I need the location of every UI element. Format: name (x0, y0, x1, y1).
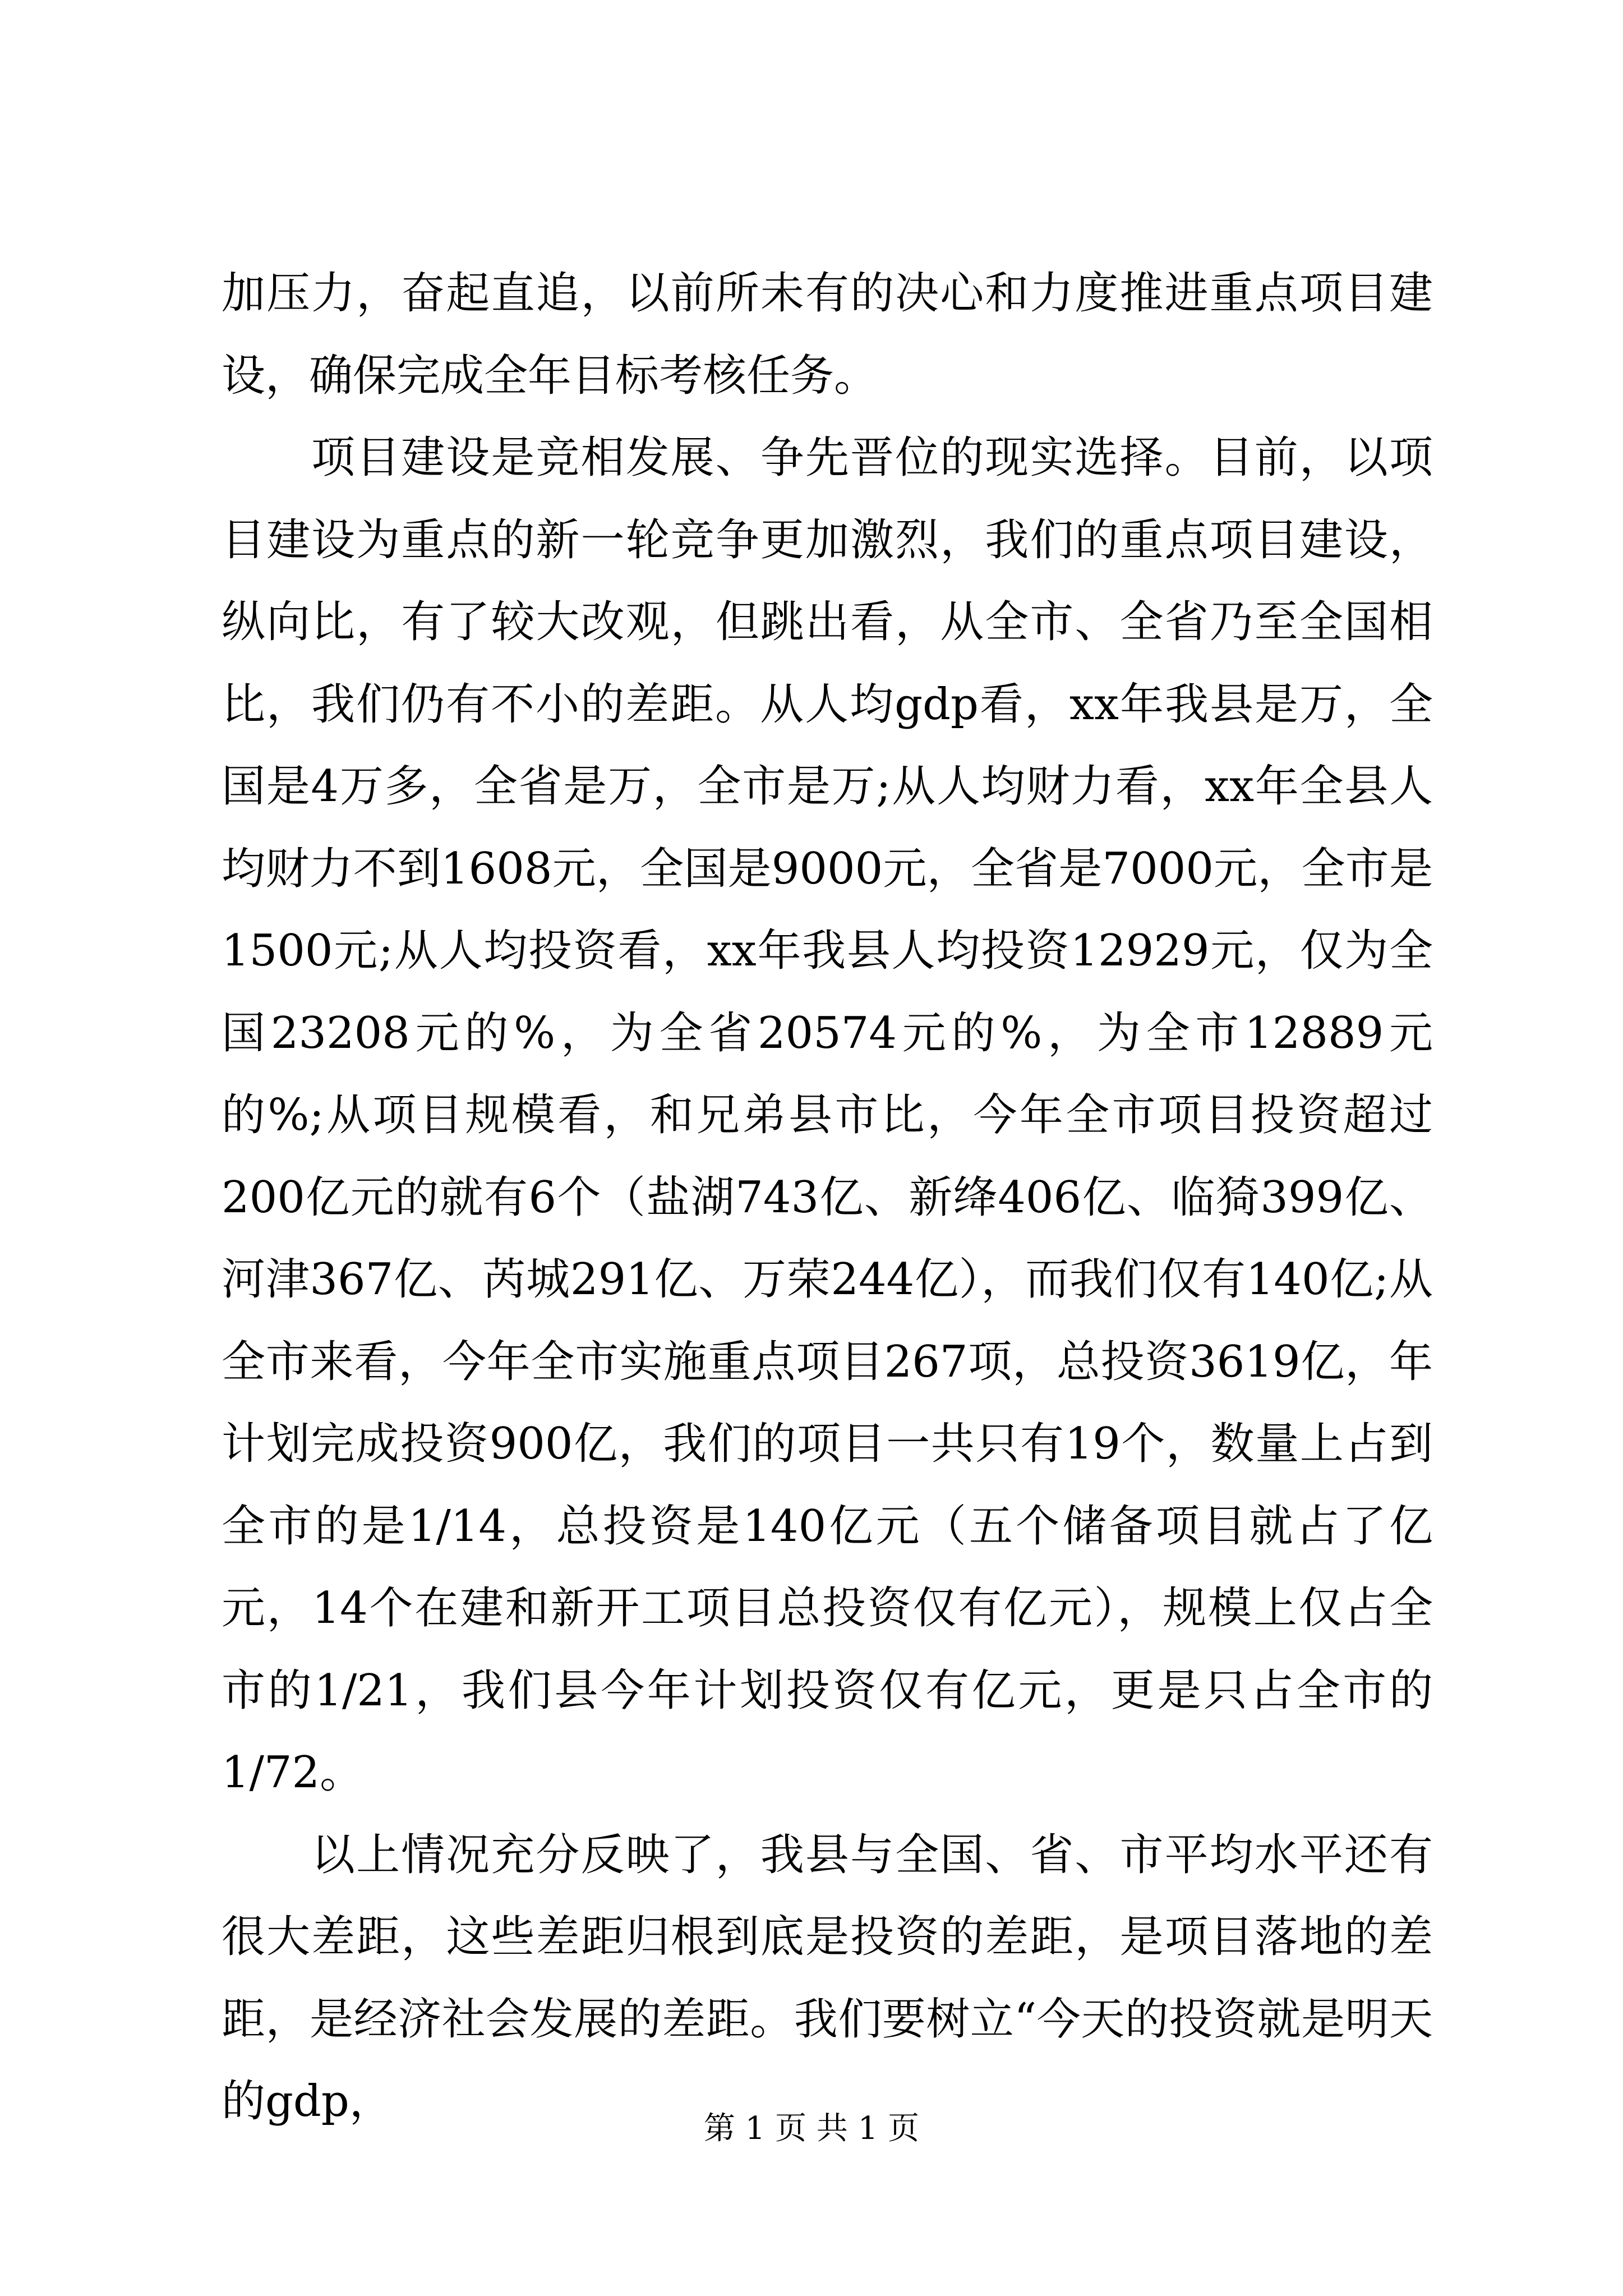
page-footer: 第 1 页 共 1 页 (703, 2110, 920, 2147)
paragraph-3: 以上情况充分反映了，我县与全国、省、市平均水平还有很大差距，这些差距归根到底是投资的差距，是项目落地的差距，是经济社会发展的差距。我们要树立“今天的投资就是明天的gdp， (222, 1829, 1433, 2127)
document-body (222, 252, 1433, 2143)
paragraph-2: 项目建设是竞相发展、争先晋位的现实选择。目前，以项目建设为重点的新一轮竞争更加激烈，我们的重点项目建设，纵向比，有了较大改观，但跳出看，从全市、全省乃至全国相比，我们仍有不小的差距。从人均gdp看，xx年我县是万，全国是4万多，全省是万，全市是万;从人均财力看，xx年全县人均财力不到1608元，全国是9000元，全省是7000元，全市是1500元;从人均投资看，xx年我县人均投资12929元，仅为全国23208元的%，为全省20574元的%，为全市12889元的%;从项目规模看，和兄弟县市比，今年全市项目投资超过200亿元的就有6个（盐湖743亿、新绛406亿、临猗399亿、河津367亿、芮城291亿、万荣244亿），而我们仅有140亿;从全市来看，今年全市实施重点项目267项，总投资3619亿，年计划完成投资900亿，我们的项目一共只有19个，数量上占到全市的是1/14，总投资是140亿元（五个储备项目就占了亿元，14个在建和新开工项目总投资仅有亿元），规模上仅占全市的1/21，我们县今年计划投资仅有亿元，更是只占全市的1/72。 (222, 432, 1433, 1798)
paragraph-1: 加压力，奋起直追，以前所未有的决心和力度推进重点项目建设，确保完成全年目标考核任务。 (222, 268, 1433, 401)
